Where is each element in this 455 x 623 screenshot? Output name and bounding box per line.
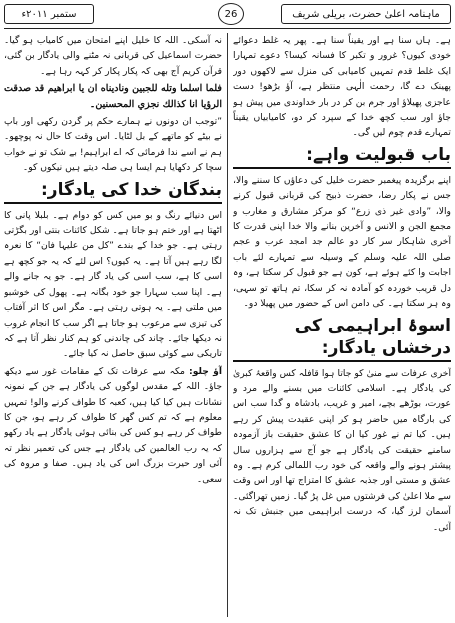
- section-heading: بندگان خدا کی یادگار:: [4, 179, 222, 204]
- paragraph: اپنے برگزیدہ پیغمبر حضرت خلیل کی دعاؤں کا سننے والا، جس نے پکار رضا، حضرت ذبیح کی قربانی قبول کرنے والا، ”وادی غیر ذی زرع“ کو مرکز مشارق و مغارب و مجمع الجن و الانس و آخرین بنانے والا خدا اپنی قدرت کا آخری شاہکار سر کار دو عالم جد امجد عرب و عجم صلی اللہ علیہ وسلم کے وسیلہ سے تمہارے لئے باب اجابت وا کئے ہوئے ہے، کون ہے جو قبول کر سکتا ہے، وہ دل قریب خوردہ کو آمادہ نہ کر سکا، تم ہاتھ تو سہی، وہ ہر سکتا ہے۔ کی دامن اس کے حضور میں پھیلا دو۔: [233, 174, 451, 310]
- section-heading: باب قبولیت واہے:: [233, 144, 451, 169]
- paragraph-lead: آؤ چلو:: [189, 365, 222, 377]
- issue-date: ستمبر ۲۰۱۱ء: [4, 4, 94, 24]
- column-divider: [227, 33, 228, 617]
- paragraph-body: مکہ سے عرفات تک کے مقامات غور سے دیکھ جاؤ۔ اللہ کے مقدس لوگوں کی یادگار ہے جن کے نمونہ نشانات ہیں کیا کیا ہیں، کعبہ کا طواف کرنے والو! تمہیں معلوم ہے کہ تم کس گھر کا طواف کر رہے ہو، جن کا طواف کر رہے ہو کس کی بنائی ہوئی یادگار ہے یاد رکھو کہ یہ رب العالمین کی یادگار ہے جس کی تعمیر نظر تہ آئی اور حیرت بزرگ اس کی یاد ہیں۔ صفا و مروہ کی سعی۔: [4, 365, 222, 485]
- paragraph: اس دنیائے رنگ و بو میں کس کو دوام ہے۔ بلبلا پانی کا اٹھتا ہے اور ختم ہو جاتا ہے۔ شکل کائنات بنتی اور بگڑتی رہتی ہے۔ جو خدا کے بندے ”کل من علیہا فان“ کا نعرہ لگا رہے ہیں آتا ہے۔ یہ کیوں؟ اس لئے کہ یہ جو کچھ ہے اسی کا ہے، سب اسی کی یاد گار ہے۔ جو یہ جانے والے ہے۔ اپنا سب سہارا جو خود بگانہ ہے۔ پھول کی خوشبو میں ملتی ہے۔ یہ ہوتی رہتی ہے۔ مگر اس کا اثر آفتاب کی تیزی سے مرعوب ہو جاتا ہے اگر سب کا انجام غروب نہ دیکھا جائے۔ چاند کی چاندنی کو ہم کنار نظر آتا ہے کہ تاریکی سے کوئی سبق حاصل نہ کیا جائے۔: [4, 209, 222, 360]
- left-column: [4, 33, 222, 617]
- right-column: [233, 33, 451, 617]
- page-header: [4, 4, 451, 26]
- journal-title: ماہنامہ اعلیٰ حضرت، بریلی شریف: [281, 4, 451, 24]
- paragraph: آخری عرفات سے منیٰ کو جاتا ہوا قافلہ کس واقعۂ کبریٰ کی یادگار ہے۔ اسلامی کائنات میں بسنے والے مرد و عورت، بوڑھے بچے، امیر و غریب، بادشاہ و گدا سب اس کی بارگاہ میں حاضر ہو کر اپنی عقیدت پیش کر رہے ہیں۔ کیا تم نے غور کیا ان کا عشق حقیقت باز آزمودہ سامنے حقیقت کی یادگار ہے جو آج سے ہزاروں سال پیشتر ہونے والے واقعہ کی خود رب اللمالی کرم ہے۔ وہ عشق و مستی اور جذبہ عشق کا امتزاج تھا اور اس وقت سے ملا اعلیٰ کی فرشتوں میں غل پڑ گیا۔ زمیں تھراگئی۔ آسمان لرز گیا، کہ درست ابراہیمی میں جنبش تک نہ آئی۔: [233, 367, 451, 533]
- section-heading: اسوۂ ابراہیمی کی درخشاں یادگار:: [233, 315, 451, 362]
- arabic-verse: فلما اسلما وتله للجبين وناديناه ان يا ابراهيم قد صدقت الرؤيا انا كذالك نجزي المحسنين۔: [4, 83, 222, 110]
- header-rule: [4, 28, 451, 29]
- paragraph: نہ آسکی۔ اللہ کا خلیل اپنے امتحان میں کامیاب ہو گیا۔ حضرت اسماعیل کی قربانی نہ مٹنے والی یادگار بن گئی، قرآن کریم آج بھی کہ پکار پکار کر کہہ رہا ہے۔: [4, 35, 222, 77]
- page-number: 26: [218, 3, 244, 25]
- paragraph: ”توجب ان دونوں نے ہمارے حکم پر گردن رکھی اور باپ نے بیٹے کو ماتھے کے بل لٹایا۔ اس وقت کا حال نہ پوچھو۔ ہم نے اسے ندا فرمائی کہ اے ابراہیم! بے شک تو نے خواب سچا کر دکھایا ہم ایسا ہی صلہ دیتے ہیں نیکوں کو۔: [4, 116, 222, 174]
- paragraph: ہے۔ ہاں سنا ہے اور یقیناً سنا ہے۔ پھر یہ غلط دعوائے خودی کیوں؟ غرور و تکبر کا فسانہ کیسا؟ دعوے تمہارا ایک غلط قدم تمہیں کامیابی کی منزل سے لاکھوں دور پھینک دے گا، رحمت الٰہی منتظر ہے، آؤ بڑھو! دست عاجزی پھیلاؤ اور جرم بن کر در بار خداوندی میں پیش ہو جاؤ اور سب کچھ خدا کے سپرد کر دو، کامیابیاں یقیناً تمہارے قدم چوم لیں گی۔: [233, 35, 451, 139]
- paragraph: [4, 364, 222, 487]
